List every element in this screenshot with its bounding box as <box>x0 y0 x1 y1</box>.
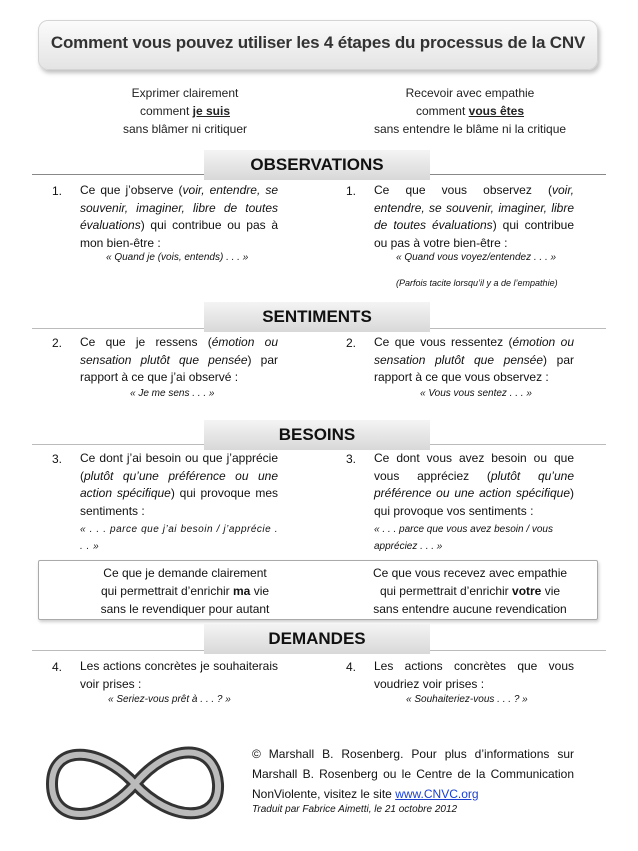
demandes-right-quote: « Souhaiteriez-vous . . . ? » <box>406 694 528 705</box>
demandes-intro-left <box>70 564 300 618</box>
observations-left-text: Ce que j’observe (voir, entendre, se souvenir, imaginer, libre de toutes évaluations) qui contribue ou pas à mon bien-être : <box>80 183 278 250</box>
intro-left-line1: Exprimer clairement <box>131 86 239 100</box>
heading-besoins: BESOINS <box>204 420 430 450</box>
observations-right-note: (Parfois tacite lorsqu’il y a de l’empathie) <box>396 278 558 288</box>
demandes-intro-right-line2: qui permettrait d’enrichir votre vie <box>379 584 561 598</box>
demandes-left-text: Les actions concrètes je souhaiterais voir prises : <box>80 659 278 691</box>
besoins-left-text: Ce dont j’ai besoin ou que j’apprécie (plutôt qu’une préférence ou une action spécifique) qui provoque mes sentiments : <box>80 451 278 518</box>
sentiments-left-quote: « Je me sens . . . » <box>130 388 215 399</box>
besoins-right-quote: « . . . parce que vous avez besoin / vous appréciez . . . » <box>374 524 553 552</box>
demandes-intro-left-line1: Ce que je demande clairement <box>103 566 267 580</box>
intro-left-line2: comment je suis <box>139 104 231 118</box>
demandes-intro-left-line2: qui permettrait d’enrichir ma vie <box>100 584 270 598</box>
item-number: 3. <box>52 452 63 466</box>
sentiments-left-text: Ce que je ressens (émotion ou sensation plutôt que pensée) par rapport à ce que j’ai observé : <box>80 335 278 384</box>
infinity-cnv-logo-icon <box>40 732 230 832</box>
observations-right-quote: « Quand vous voyez/entendez . . . » <box>396 252 557 263</box>
item-number: 4. <box>346 660 357 674</box>
intro-left-line3: sans blâmer ni critiquer <box>122 122 248 136</box>
besoins-right-text: Ce dont vous avez besoin ou que vous appréciez (plutôt qu’une préférence ou une action spécifique) qui provoque vos sentiments : <box>374 451 574 518</box>
item-number: 4. <box>52 660 63 674</box>
intro-right-line2: comment vous êtes <box>415 104 525 118</box>
demandes-left-quote: « Seriez-vous prêt à . . . ? » <box>108 694 231 705</box>
copyright-text: © Marshall B. Rosenberg. Pour plus d’informations sur Marshall B. Rosenberg ou le Centre de la Communication NonViolente, visitez le site www.CNVC.org <box>252 747 574 801</box>
sentiments-right-quote: « Vous vous sentez . . . » <box>420 388 532 399</box>
item-number: 3. <box>346 452 357 466</box>
intro-right <box>350 84 590 138</box>
demandes-intro-right-line3: sans entendre aucune revendication <box>373 602 567 616</box>
title-bar <box>38 20 598 70</box>
item-number: 1. <box>346 184 357 198</box>
demandes-intro-left-line3: sans le revendiquer pour autant <box>100 602 270 616</box>
intro-right-line1: Recevoir avec empathie <box>405 86 535 100</box>
observations-left-quote: « Quand je (vois, entends) . . . » <box>106 252 249 263</box>
item-number: 2. <box>52 336 63 350</box>
page-title: Comment vous pouvez utiliser les 4 étapes du processus de la CNV <box>50 33 586 52</box>
item-number: 1. <box>52 184 63 198</box>
demandes-intro-right-line1: Ce que vous recevez avec empathie <box>372 566 568 580</box>
intro-right-line3: sans entendre le blâme ni la critique <box>373 122 567 136</box>
besoins-left-quote: « . . . parce que j’ai besoin / j’apprécie . . . » <box>80 524 278 552</box>
demandes-right-text: Les actions concrètes que vous voudriez voir prises : <box>374 659 574 691</box>
intro-left <box>70 84 300 138</box>
item-number: 2. <box>346 336 357 350</box>
demandes-intro-right <box>350 564 590 618</box>
sentiments-right-text: Ce que vous ressentez (émotion ou sensation plutôt que pensée) par rapport à ce que vous observez : <box>374 335 574 384</box>
heading-sentiments: SENTIMENTS <box>204 302 430 332</box>
heading-observations: OBSERVATIONS <box>204 150 430 180</box>
cnvc-link[interactable]: www.CNVC.org <box>395 787 479 801</box>
heading-demandes: DEMANDES <box>204 624 430 654</box>
observations-right-text: Ce que vous observez (voir, entendre, se souvenir, imaginer, libre de toutes évaluations) qui contribue ou pas à votre bien-être : <box>374 183 574 250</box>
translation-credit: Traduit par Fabrice Aimetti, le 21 octobre 2012 <box>252 804 458 815</box>
